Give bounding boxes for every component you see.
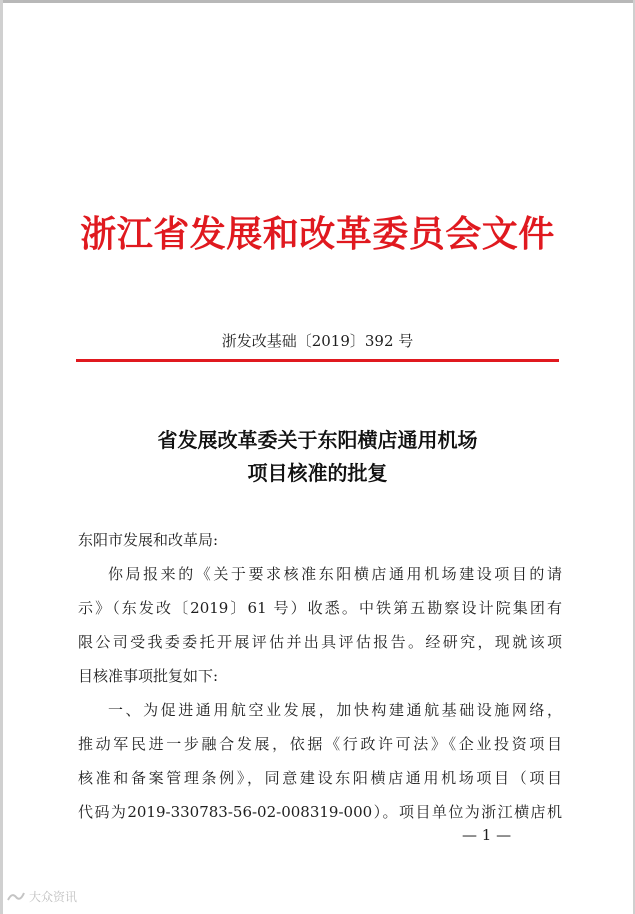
subject-line-2: 项目核准的批复 xyxy=(247,461,388,485)
page-number: — 1 — xyxy=(462,826,512,844)
body-line: 代码为2019-330783-56-02-008319-000）。项目单位为浙江横店机 xyxy=(78,803,562,821)
subject-line-1: 省发展改革委关于东阳横店通用机场 xyxy=(157,428,478,452)
watermark-text: 大众资讯 xyxy=(29,890,78,904)
body-line: 推动军民进一步融合发展，依据《行政许可法》《企业投资项目 xyxy=(78,735,562,753)
source-watermark xyxy=(6,888,77,905)
red-separator-rule xyxy=(76,359,559,362)
body-line: 示》（东发改〔2019〕61 号）收悉。中铁第五勘察设计院集团有 xyxy=(78,599,562,617)
addressee: 东阳市发展和改革局: xyxy=(78,531,219,549)
document-subject xyxy=(0,424,635,490)
document-body xyxy=(78,523,562,829)
document-number: 浙发改基础〔2019〕392 号 xyxy=(221,332,414,350)
body-line: 一、为促进通用航空业发展，加快构建通航基础设施网络， xyxy=(108,701,562,719)
body-line: 目核准事项批复如下: xyxy=(78,667,219,685)
document-header-title: 浙江省发展和改革委员会文件 xyxy=(80,213,555,255)
body-line: 你局报来的《关于要求核准东阳横店通用机场建设项目的请 xyxy=(108,565,562,583)
page-edge-top xyxy=(0,0,635,3)
watermark-logo-icon xyxy=(6,890,26,904)
body-line: 限公司受我委委托开展评估并出具评估报告。经研究，现就该项 xyxy=(78,633,562,651)
body-line: 核准和备案管理条例》，同意建设东阳横店通用机场项目（项目 xyxy=(78,769,562,787)
